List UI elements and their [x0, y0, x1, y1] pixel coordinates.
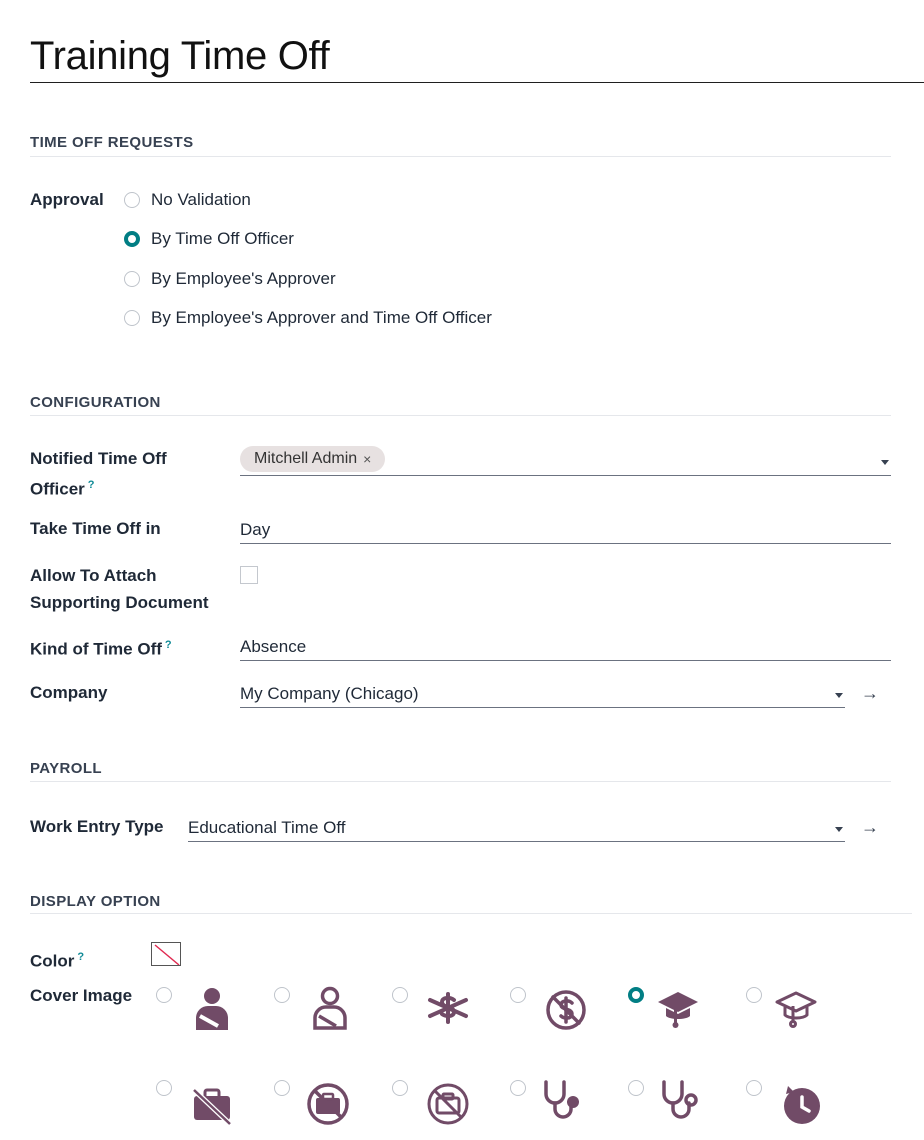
cover-option-radio[interactable]: [510, 987, 526, 1003]
section-title-payroll: PAYROLL: [30, 760, 102, 777]
clock-rotate-icon[interactable]: [780, 1082, 824, 1126]
page-title[interactable]: Training Time Off: [30, 34, 330, 78]
section-title-display: DISPLAY OPTION: [30, 893, 161, 910]
color-picker-swatch[interactable]: [151, 942, 181, 966]
user-tag: [240, 446, 385, 472]
take-time-off-label: Take Time Off in: [30, 519, 161, 538]
tag-label: Mitchell Admin: [254, 450, 358, 467]
kind-of-time-off-field[interactable]: Absence: [240, 635, 891, 661]
cover-image-label: Cover Image: [30, 986, 133, 1005]
help-tooltip-icon[interactable]: ?: [77, 951, 85, 963]
section-divider: [30, 781, 891, 782]
section-divider: [30, 913, 912, 914]
person-injured-filled-icon[interactable]: [190, 986, 234, 1030]
no-money-icon[interactable]: [426, 986, 470, 1030]
dropdown-caret-icon[interactable]: [881, 460, 889, 465]
work-entry-type-label: Work Entry Type: [30, 817, 164, 836]
label-text: Kind of Time Off: [30, 639, 162, 659]
graduation-cap-filled-icon[interactable]: [656, 986, 700, 1030]
internal-link-arrow-icon[interactable]: →: [861, 817, 879, 837]
company-label: Company: [30, 683, 108, 702]
cover-option-radio[interactable]: [274, 987, 290, 1003]
approval-option-employee-approver[interactable]: [124, 267, 336, 291]
cover-option-radio[interactable]: [510, 1080, 526, 1096]
cover-option-radio-checked[interactable]: [628, 987, 644, 1003]
briefcase-slash-icon[interactable]: [190, 1082, 234, 1126]
work-entry-value: Educational Time Off: [188, 818, 346, 837]
cover-option-radio[interactable]: [392, 987, 408, 1003]
label-line-2: Supporting Document: [30, 593, 209, 612]
cover-option-radio[interactable]: [746, 987, 762, 1003]
no-color-slash-icon: [152, 943, 181, 966]
option-label: No Validation: [151, 190, 251, 209]
briefcase-slash-circle-filled-icon[interactable]: [306, 1082, 350, 1126]
dropdown-caret-icon[interactable]: [835, 827, 843, 832]
label-line-2: Officer: [30, 479, 85, 499]
radio-button[interactable]: [124, 192, 140, 208]
radio-button[interactable]: [124, 271, 140, 287]
stethoscope-filled-icon[interactable]: [540, 1078, 584, 1122]
label-line-1: Notified Time Off: [30, 449, 167, 468]
cover-option-radio[interactable]: [156, 987, 172, 1003]
internal-link-arrow-icon[interactable]: →: [861, 683, 879, 703]
label-text: Color: [30, 951, 75, 971]
graduation-cap-outline-icon[interactable]: [774, 986, 818, 1030]
help-tooltip-icon[interactable]: ?: [164, 639, 172, 651]
cover-option-radio[interactable]: [392, 1080, 408, 1096]
help-tooltip-icon[interactable]: ?: [87, 479, 95, 491]
dropdown-caret-icon[interactable]: [835, 693, 843, 698]
approval-option-both[interactable]: [124, 306, 492, 330]
option-label: By Employee's Approver: [151, 269, 336, 288]
approval-option-time-off-officer[interactable]: [124, 227, 294, 251]
title-underline: [30, 82, 924, 83]
stethoscope-outline-icon[interactable]: [658, 1078, 702, 1122]
label-line-1: Allow To Attach: [30, 566, 157, 585]
briefcase-slash-circle-outline-icon[interactable]: [426, 1082, 470, 1126]
person-injured-outline-icon[interactable]: [308, 986, 352, 1030]
notified-officer-label: [30, 445, 167, 503]
remove-tag-icon[interactable]: ×: [363, 451, 372, 467]
work-entry-type-field[interactable]: [188, 816, 845, 842]
take-time-off-field[interactable]: Day: [240, 518, 891, 544]
company-field[interactable]: [240, 682, 845, 708]
radio-button[interactable]: [124, 310, 140, 326]
color-label: [30, 944, 84, 975]
approval-option-no-validation[interactable]: [124, 188, 251, 212]
kind-of-time-off-label: [30, 632, 172, 663]
cover-option-radio[interactable]: [156, 1080, 172, 1096]
company-value: My Company (Chicago): [240, 684, 419, 703]
approval-label: Approval: [30, 190, 104, 209]
radio-button-checked[interactable]: [124, 231, 140, 247]
attach-document-checkbox[interactable]: [240, 566, 258, 584]
section-divider: [30, 156, 891, 157]
cover-option-radio[interactable]: [628, 1080, 644, 1096]
cover-option-radio[interactable]: [746, 1080, 762, 1096]
option-label: By Time Off Officer: [151, 229, 294, 248]
section-title-requests: TIME OFF REQUESTS: [30, 134, 194, 151]
cover-option-radio[interactable]: [274, 1080, 290, 1096]
section-divider: [30, 415, 891, 416]
attach-document-label: [30, 562, 208, 616]
money-circle-icon[interactable]: [544, 986, 588, 1030]
section-title-configuration: CONFIGURATION: [30, 394, 161, 411]
option-label: By Employee's Approver and Time Off Officer: [151, 308, 492, 327]
